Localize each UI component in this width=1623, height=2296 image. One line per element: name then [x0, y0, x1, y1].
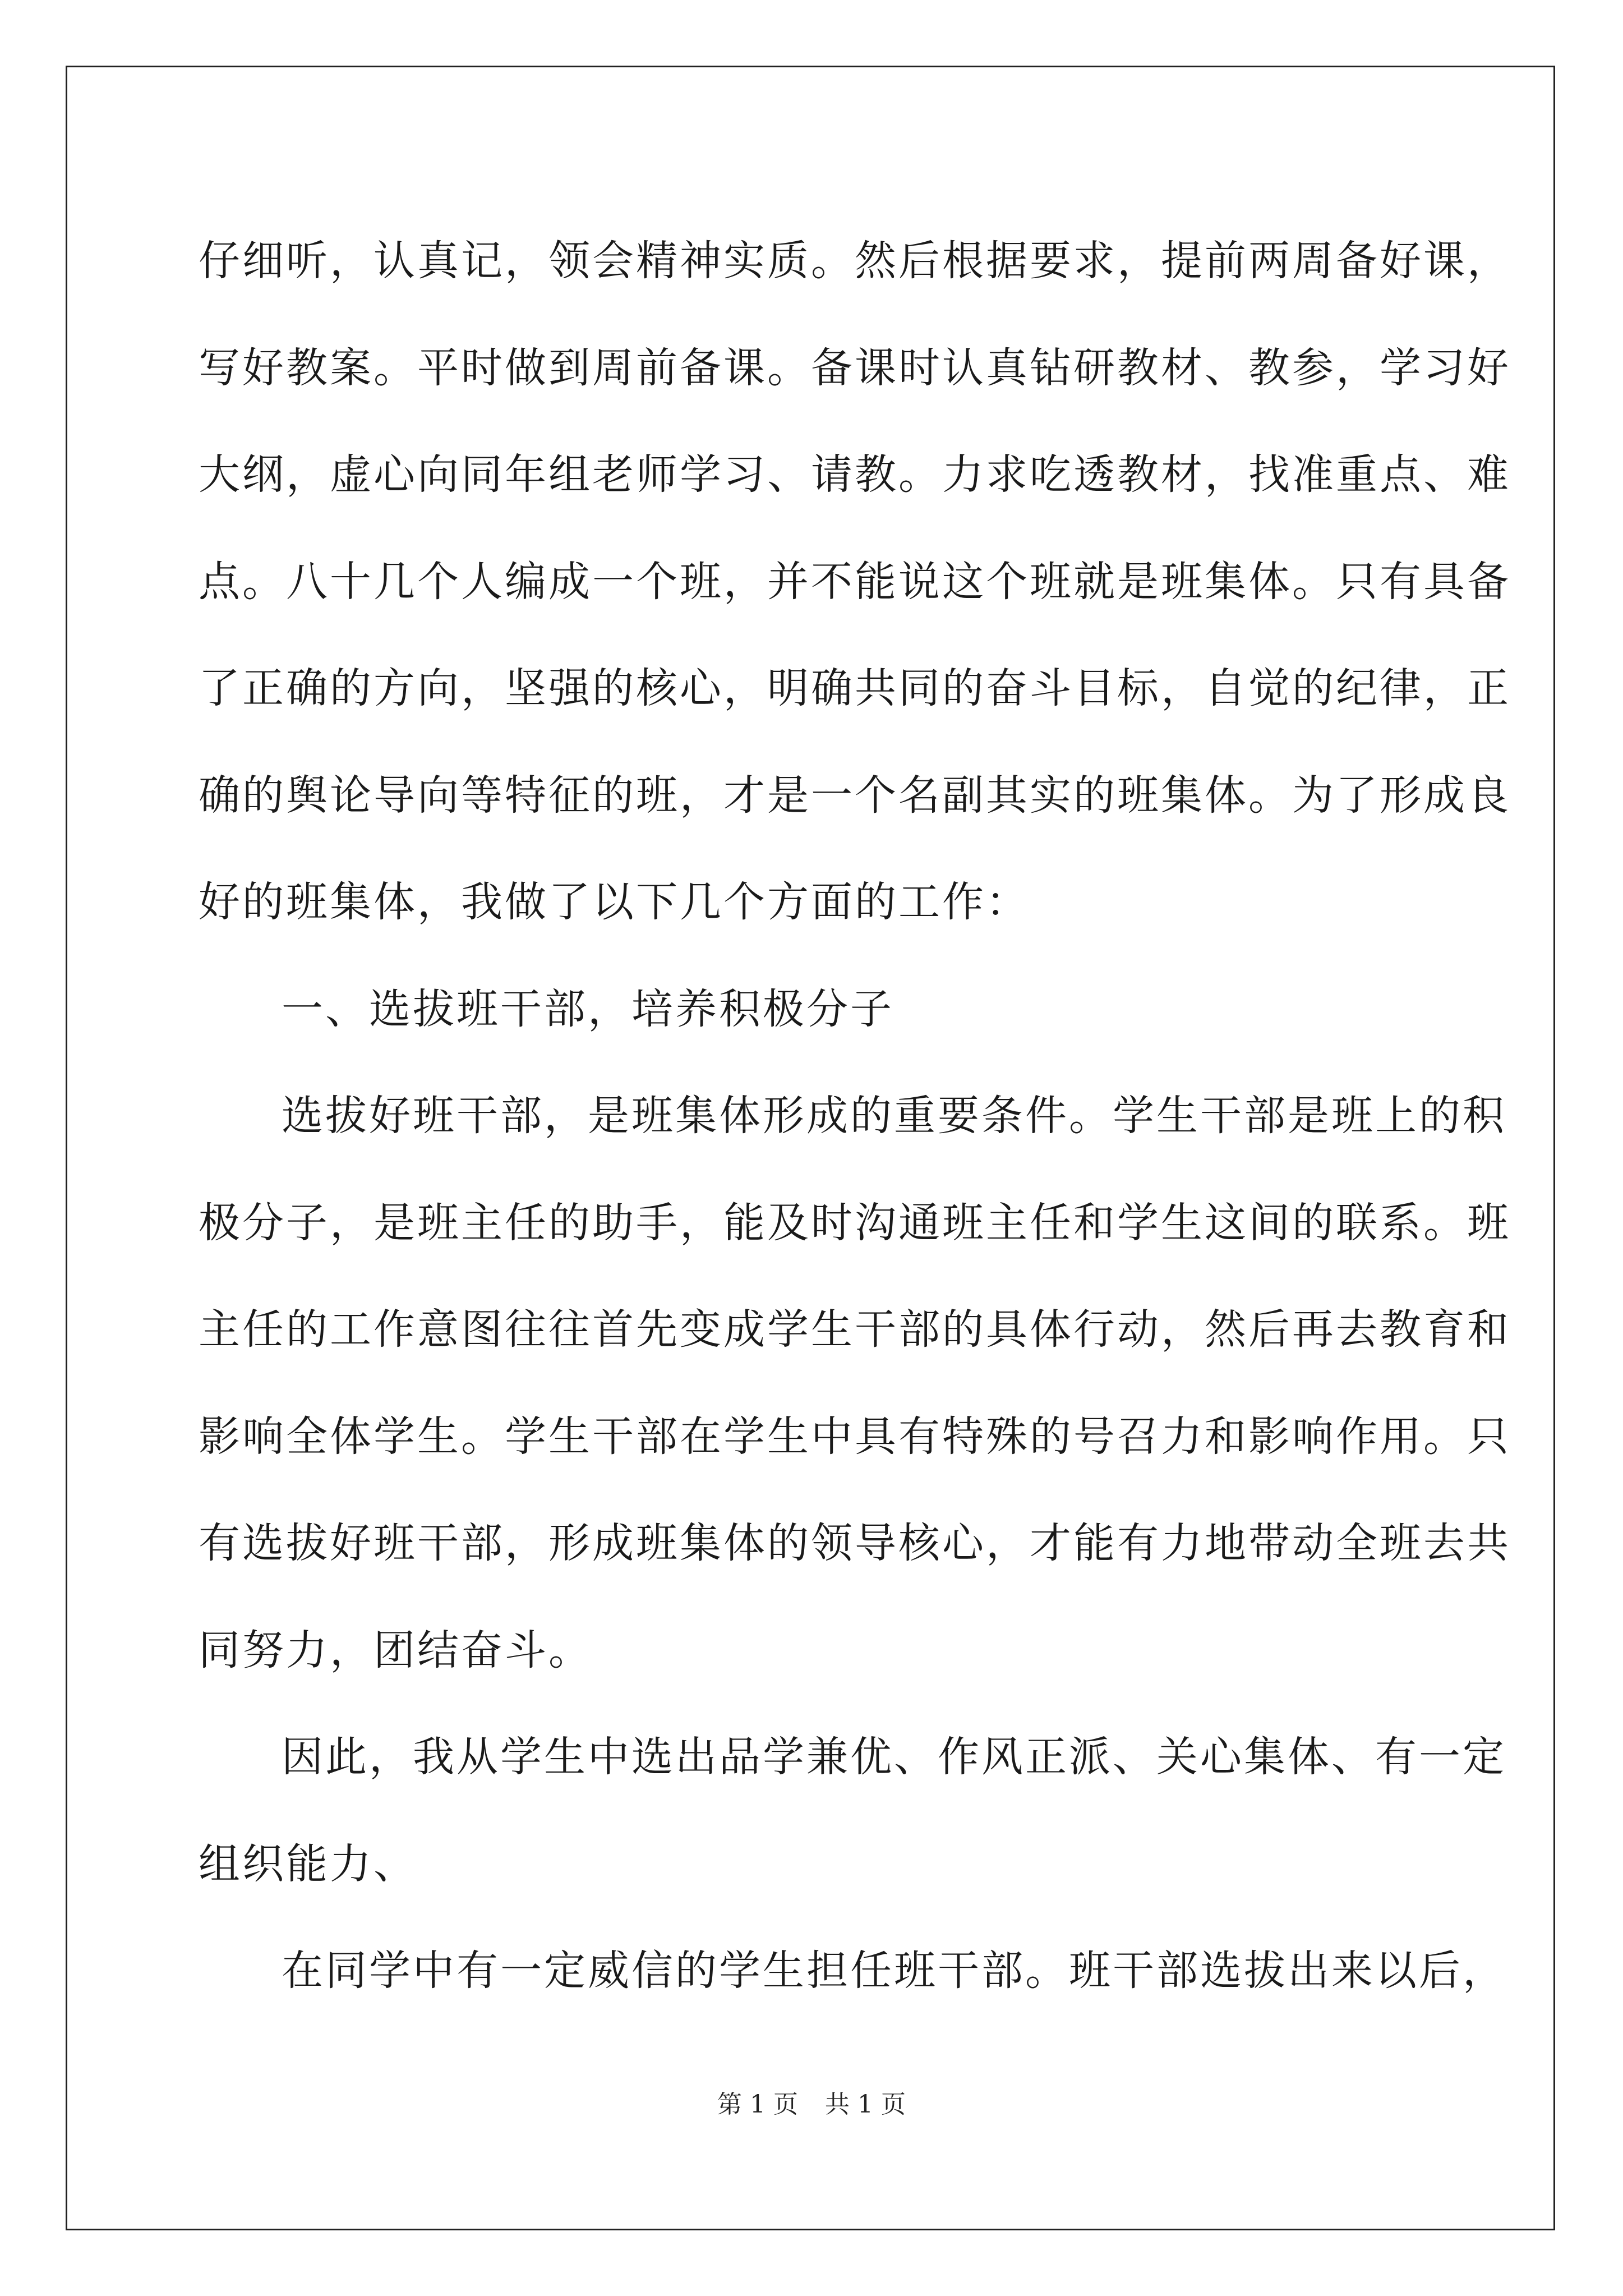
text-line: 同努力，团结奋斗。 — [199, 1626, 592, 1674]
text-line: 写好教案。平时做到周前备课。备课时认真钻研教材、教参，学习好 — [199, 343, 1511, 392]
text-line: 好的班集体，我做了以下几个方面的工作： — [199, 878, 1030, 926]
page-total: 共 1 页 — [825, 2090, 906, 2119]
text-line: 仔细听，认真记，领会精神实质。然后根据要求，提前两周备好课， — [199, 237, 1511, 285]
page-number: 第 1 页 — [717, 2090, 798, 2119]
text-line: 影响全体学生。学生干部在学生中具有特殊的号召力和影响作用。只 — [199, 1412, 1511, 1461]
page-footer — [0, 2088, 1623, 2122]
text-line: 主任的工作意图往往首先变成学生干部的具体行动，然后再去教育和 — [199, 1305, 1511, 1354]
text-line: 点。八十几个人编成一个班，并不能说这个班就是班集体。只有具备 — [199, 557, 1511, 606]
text-line: 极分子，是班主任的助手，能及时沟通班主任和学生这间的联系。班 — [199, 1198, 1511, 1247]
text-line: 组织能力、 — [199, 1839, 417, 1888]
text-line: 有选拔好班干部，形成班集体的领导核心，才能有力地带动全班去共 — [199, 1519, 1511, 1567]
text-line: 确的舆论导向等特征的班，才是一个名副其实的班集体。为了形成良 — [199, 771, 1511, 820]
text-line: 一、选拔班干部，培养积极分子 — [282, 984, 894, 1033]
text-line: 了正确的方向，坚强的核心，明确共同的奋斗目标，自觉的纪律，正 — [199, 664, 1511, 712]
text-line: 在同学中有一定威信的学生担任班干部。班干部选拔出来以后， — [282, 1947, 1506, 1995]
text-line: 大纲，虚心向同年组老师学习、请教。力求吃透教材，找准重点、难 — [199, 450, 1511, 499]
text-line: 因此，我从学生中选出品学兼优、作风正派、关心集体、有一定 — [282, 1733, 1506, 1781]
text-line: 选拔好班干部，是班集体形成的重要条件。学生干部是班上的积 — [282, 1092, 1506, 1140]
document-body — [199, 208, 1511, 2024]
